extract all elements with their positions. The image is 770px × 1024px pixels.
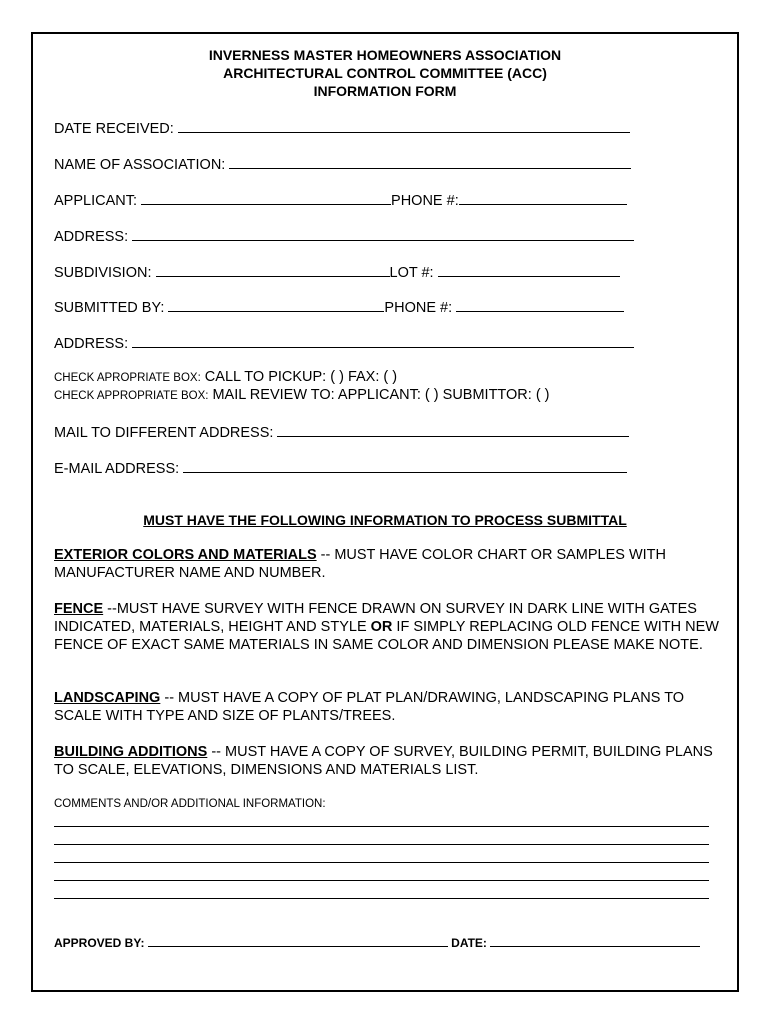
address-field-1[interactable] [132,226,634,241]
address-label-1: ADDRESS: [54,229,129,245]
fence-or: OR [370,619,393,635]
building-text: -- MUST HAVE A COPY OF SURVEY, BUILDING PERMIT, BUILDING PLANS TO SCALE, ELEVATIONS, DIMENSIONS AND MATERIALS LIST. [54,744,713,778]
comment-line[interactable] [54,862,709,863]
association-label: NAME OF ASSOCIATION: [54,157,226,173]
building-paragraph [54,743,724,779]
fence-text-a: --MUST HAVE SURVEY WITH FENCE DRAWN ON SURVEY IN DARK LINE WITH GATES INDICATED, MATERIALS, HEIGHT AND STYLE [54,601,697,635]
pickup-fax-options[interactable]: CALL TO PICKUP: ( ) FAX: ( ) [204,369,398,385]
fence-text-b: IF SIMPLY REPLACING OLD FENCE WITH NEW FENCE OF EXACT SAME MATERIALS IN SAME COLOR AND DIMENSION PLEASE MAKE NOTE. [54,619,719,653]
submitted-by-row [54,297,624,317]
approval-date-label: DATE: [451,936,487,950]
fence-title: FENCE [54,601,104,617]
address-field-2[interactable] [132,333,634,348]
applicant-label: APPLICANT: [54,193,137,209]
building-title: BUILDING ADDITIONS [54,744,208,760]
landscaping-title: LANDSCAPING [54,690,161,706]
mail-different-field[interactable] [277,422,629,437]
landscaping-text: -- MUST HAVE A COPY OF PLAT PLAN/DRAWING, LANDSCAPING PLANS TO SCALE WITH TYPE AND SIZE OF PLANTS/TREES. [54,690,685,724]
submitted-by-label: SUBMITTED BY: [54,300,165,316]
date-received-row [54,118,630,138]
comment-line[interactable] [54,880,709,881]
check-box-row-1 [54,368,397,387]
exterior-text: -- MUST HAVE COLOR CHART OR SAMPLES WITH MANUFACTURER NAME AND NUMBER. [54,547,667,581]
address-label-2: ADDRESS: [54,336,129,352]
approval-date-field[interactable] [490,934,700,947]
mail-different-label: MAIL TO DIFFERENT ADDRESS: [54,425,274,441]
header-line-3: INFORMATION FORM [313,83,457,99]
comment-line[interactable] [54,826,709,827]
lot-field[interactable] [438,262,620,277]
subdivision-field[interactable] [156,262,390,277]
applicant-row [54,190,627,210]
email-field[interactable] [183,458,627,473]
association-row [54,154,631,174]
address-row-1 [54,226,634,246]
mail-different-row [54,422,629,442]
approved-by-field[interactable] [148,934,448,947]
address-row-2 [54,333,634,353]
submitted-by-field[interactable] [168,297,384,312]
date-received-field[interactable] [178,118,630,133]
mail-review-options[interactable]: MAIL REVIEW TO: APPLICANT: ( ) SUBMITTOR: ( ) [212,387,550,403]
subdivision-label: SUBDIVISION: [54,265,152,281]
date-received-label: DATE RECEIVED: [54,121,174,137]
email-row [54,458,627,478]
email-label: E-MAIL ADDRESS: [54,461,180,477]
exterior-title: EXTERIOR COLORS AND MATERIALS [54,547,317,563]
lot-label: LOT #: [389,265,434,281]
comment-line[interactable] [54,898,709,899]
check-box-label-1: CHECK APROPRIATE BOX: [54,372,201,384]
header-line-2: ARCHITECTURAL CONTROL COMMITTEE (ACC) [223,65,547,81]
check-box-row-2 [54,386,550,405]
subdivision-row [54,262,620,282]
association-field[interactable] [229,154,631,169]
applicant-field[interactable] [141,190,391,205]
comments-label: COMMENTS AND/OR ADDITIONAL INFORMATION: [54,798,326,810]
landscaping-paragraph [54,689,724,725]
check-box-label-2: CHECK APPROPRIATE BOX: [54,390,209,402]
approval-row [54,934,700,950]
submitter-phone-label: PHONE #: [384,300,453,316]
header-line-1: INVERNESS MASTER HOMEOWNERS ASSOCIATION [208,47,562,63]
requirements-heading: MUST HAVE THE FOLLOWING INFORMATION TO PROCESS SUBMITTAL [143,512,627,528]
applicant-phone-label: PHONE #: [391,193,459,209]
applicant-phone-field[interactable] [459,190,627,205]
approved-by-label: APPROVED BY: [54,936,145,950]
submitter-phone-field[interactable] [456,297,624,312]
comment-line[interactable] [54,844,709,845]
exterior-paragraph [54,546,724,582]
fence-paragraph [54,600,724,654]
